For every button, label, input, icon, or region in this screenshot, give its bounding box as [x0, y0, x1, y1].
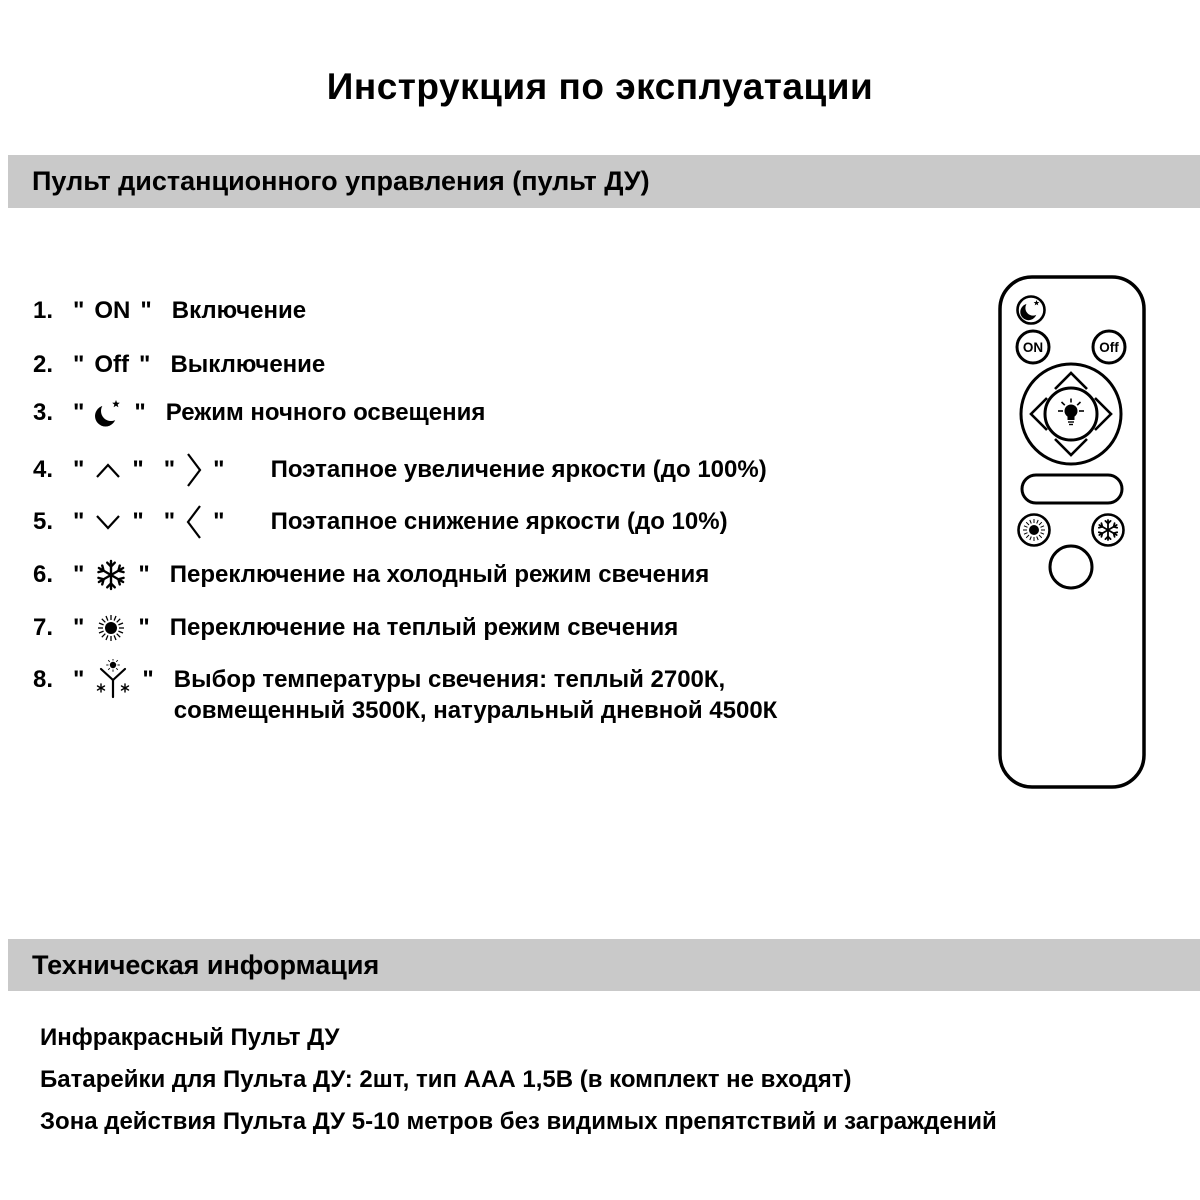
item-text: Режим ночного освещения: [165, 399, 486, 426]
section-header-remote-label: Пульт дистанционного управления (пульт ДУ): [32, 166, 650, 196]
sun-icon: [93, 610, 129, 646]
quote-mark: ": [73, 399, 85, 426]
item-number: 1.: [33, 297, 54, 324]
quote-mark: ": [132, 456, 144, 483]
section-header-tech-label: Техническая информация: [32, 949, 380, 980]
tech-info-line-2: Батарейки для Пульта ДУ: 2шт, тип ААА 1,5В (в комплект не входят): [40, 1066, 852, 1093]
quote-mark: ": [138, 561, 150, 588]
chevron-right-icon: [184, 449, 204, 491]
quote-mark: ": [139, 351, 151, 378]
item-number: 6.: [33, 561, 54, 588]
tech-info-line-1: Инфракрасный Пульт ДУ: [40, 1024, 340, 1051]
list-item-3: [33, 393, 485, 433]
chevron-down-icon: [93, 511, 123, 533]
quote-mark: ": [73, 456, 85, 483]
list-item-8: [33, 660, 778, 724]
item-text: Выключение: [170, 351, 326, 378]
quote-mark: ": [134, 399, 146, 426]
section-header-tech: [8, 939, 1200, 991]
item-text: [174, 660, 778, 726]
off-button-label: Off: [1099, 340, 1119, 355]
quote-mark: ": [73, 351, 85, 378]
item-text-line2: совмещенный 3500К, натуральный дневной 4500К: [173, 697, 778, 724]
item-text-line1: Выбор температуры свечения: теплый 2700К,: [173, 666, 726, 693]
list-item-4: [33, 450, 767, 490]
quote-mark: ": [73, 561, 85, 588]
quote-mark: ": [73, 297, 85, 324]
quote-mark: ": [73, 666, 85, 693]
list-item-2: [33, 345, 325, 385]
chevron-up-icon: [93, 459, 123, 481]
list-item-6: [33, 555, 709, 595]
warm-mode-button: [1019, 515, 1050, 546]
item-number: 4.: [33, 456, 54, 483]
snowflake-icon: [93, 557, 129, 593]
chevron-left-icon: [184, 501, 204, 543]
page-title: Инструкция по эксплуатации: [326, 66, 874, 107]
quote-mark: ": [73, 614, 85, 641]
remote-illustration: [992, 272, 1152, 797]
quote-mark: ": [163, 508, 176, 535]
quote-mark: ": [140, 297, 152, 324]
quote-mark: ": [213, 508, 225, 535]
item-number: 7.: [33, 614, 54, 641]
temperature-select-icon: [93, 659, 133, 701]
item-text: Поэтапное увеличение яркости (до 100%): [270, 456, 767, 483]
item-number: 5.: [33, 508, 54, 535]
item-number: 2.: [33, 351, 54, 378]
moon-icon: [93, 395, 125, 431]
off-key-label: Off: [94, 351, 130, 378]
on-button-label: ON: [1022, 340, 1044, 355]
item-text: Переключение на теплый режим свечения: [169, 614, 679, 641]
item-number: 8.: [33, 666, 54, 693]
tech-info-line-3: Зона действия Пульта ДУ 5-10 метров без видимых препятствий и заграждений: [40, 1108, 997, 1135]
quote-mark: ": [142, 666, 154, 693]
quote-mark: ": [138, 614, 150, 641]
quote-mark: ": [163, 456, 176, 483]
item-text: Поэтапное снижение яркости (до 10%): [270, 508, 728, 535]
list-item-5: [33, 502, 728, 542]
item-text: Включение: [171, 297, 307, 324]
list-item-7: [33, 608, 678, 648]
on-key-label: ON: [94, 297, 131, 324]
list-item-1: [33, 291, 306, 331]
quote-mark: ": [73, 508, 85, 535]
section-header-remote: [8, 155, 1200, 208]
item-number: 3.: [33, 399, 54, 426]
item-text: Переключение на холодный режим свечения: [169, 561, 710, 588]
quote-mark: ": [132, 508, 144, 535]
quote-mark: ": [213, 456, 225, 483]
